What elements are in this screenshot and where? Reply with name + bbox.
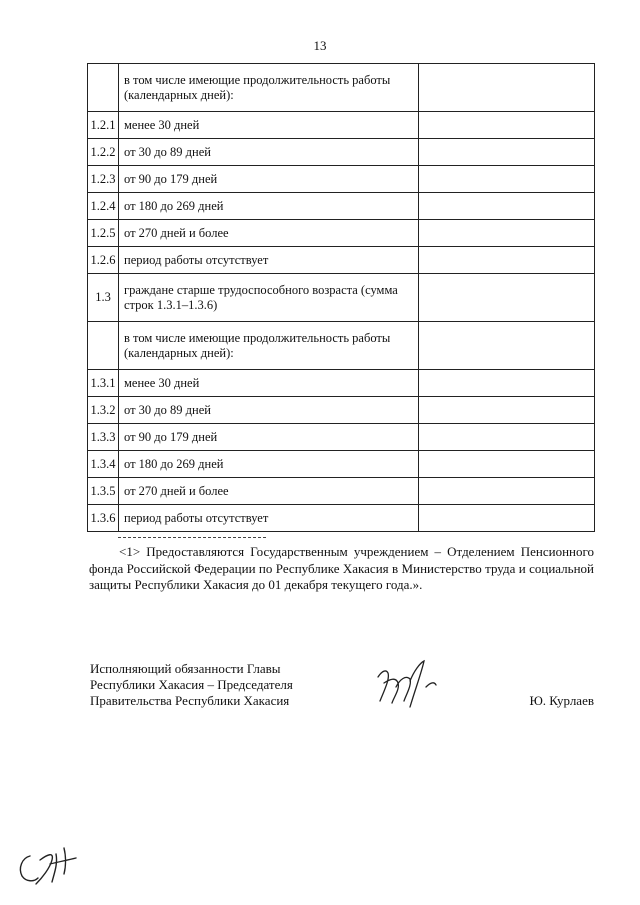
row-value-cell (419, 220, 595, 247)
row-value-cell (419, 370, 595, 397)
row-value-cell (419, 505, 595, 532)
table-row (88, 220, 595, 247)
row-value-cell (419, 64, 595, 112)
row-value-cell (419, 193, 595, 220)
row-number-cell: 1.2.5 (88, 220, 119, 247)
signatory-name: Ю. Курлаев (529, 693, 594, 708)
footnote: <1> Предоставляются Государственным учреждением – Отделением Пенсионного фонда Российской Федерации по Республике Хакасия в Министерство труда и социальной защиты Республики Хакасия до 01 декабря текущего года.». (89, 544, 594, 592)
row-number-cell: 1.2.2 (88, 139, 119, 166)
table-row (88, 247, 595, 274)
table-row (88, 451, 595, 478)
row-value-cell (419, 451, 595, 478)
row-value-cell (419, 322, 595, 370)
table-row (88, 193, 595, 220)
table-row (88, 322, 595, 370)
row-number-cell: 1.2.6 (88, 247, 119, 274)
row-description-cell: период работы отсутствует (119, 505, 419, 532)
row-number-cell: 1.2.4 (88, 193, 119, 220)
row-description-cell: менее 30 дней (119, 112, 419, 139)
row-number-cell: 1.3.2 (88, 397, 119, 424)
row-value-cell (419, 274, 595, 322)
row-value-cell (419, 424, 595, 451)
row-description-cell: в том числе имеющие продолжительность работы (календарных дней): (119, 322, 419, 370)
row-description-cell: от 30 до 89 дней (119, 139, 419, 166)
table-row (88, 397, 595, 424)
row-value-cell (419, 166, 595, 193)
table-row (88, 274, 595, 322)
row-value-cell (419, 397, 595, 424)
handwritten-signature (370, 657, 450, 709)
table-row (88, 166, 595, 193)
statistics-table (87, 63, 595, 532)
signatory-line: Республики Хакасия – Председателя (90, 677, 293, 692)
row-value-cell (419, 478, 595, 505)
row-description-cell: от 180 до 269 дней (119, 451, 419, 478)
table-row (88, 112, 595, 139)
row-description-cell: от 270 дней и более (119, 478, 419, 505)
row-description-cell: от 30 до 89 дней (119, 397, 419, 424)
table-row (88, 139, 595, 166)
table-row (88, 424, 595, 451)
row-number-cell (88, 64, 119, 112)
row-value-cell (419, 139, 595, 166)
signatory-line: Исполняющий обязанности Главы (90, 661, 281, 676)
signatory-line: Правительства Республики Хакасия (90, 693, 290, 708)
row-number-cell: 1.3.3 (88, 424, 119, 451)
row-number-cell (88, 322, 119, 370)
row-number-cell: 1.3.4 (88, 451, 119, 478)
row-number-cell: 1.3.5 (88, 478, 119, 505)
row-number-cell: 1.2.1 (88, 112, 119, 139)
row-number-cell: 1.3.1 (88, 370, 119, 397)
handwritten-mark (12, 838, 92, 886)
signatory-title (90, 661, 293, 709)
table-row (88, 64, 595, 112)
table-row (88, 370, 595, 397)
row-number-cell: 1.3 (88, 274, 119, 322)
row-description-cell: граждане старше трудоспособного возраста (сумма строк 1.3.1–1.3.6) (119, 274, 419, 322)
row-description-cell: от 180 до 269 дней (119, 193, 419, 220)
row-description-cell: от 90 до 179 дней (119, 424, 419, 451)
footnote-separator (118, 537, 266, 538)
page-number: 13 (313, 38, 327, 53)
row-description-cell: от 90 до 179 дней (119, 166, 419, 193)
table-row (88, 478, 595, 505)
row-value-cell (419, 112, 595, 139)
row-number-cell: 1.3.6 (88, 505, 119, 532)
row-description-cell: в том числе имеющие продолжительность работы (календарных дней): (119, 64, 419, 112)
row-description-cell: от 270 дней и более (119, 220, 419, 247)
row-value-cell (419, 247, 595, 274)
table-row (88, 505, 595, 532)
row-number-cell: 1.2.3 (88, 166, 119, 193)
row-description-cell: менее 30 дней (119, 370, 419, 397)
row-description-cell: период работы отсутствует (119, 247, 419, 274)
